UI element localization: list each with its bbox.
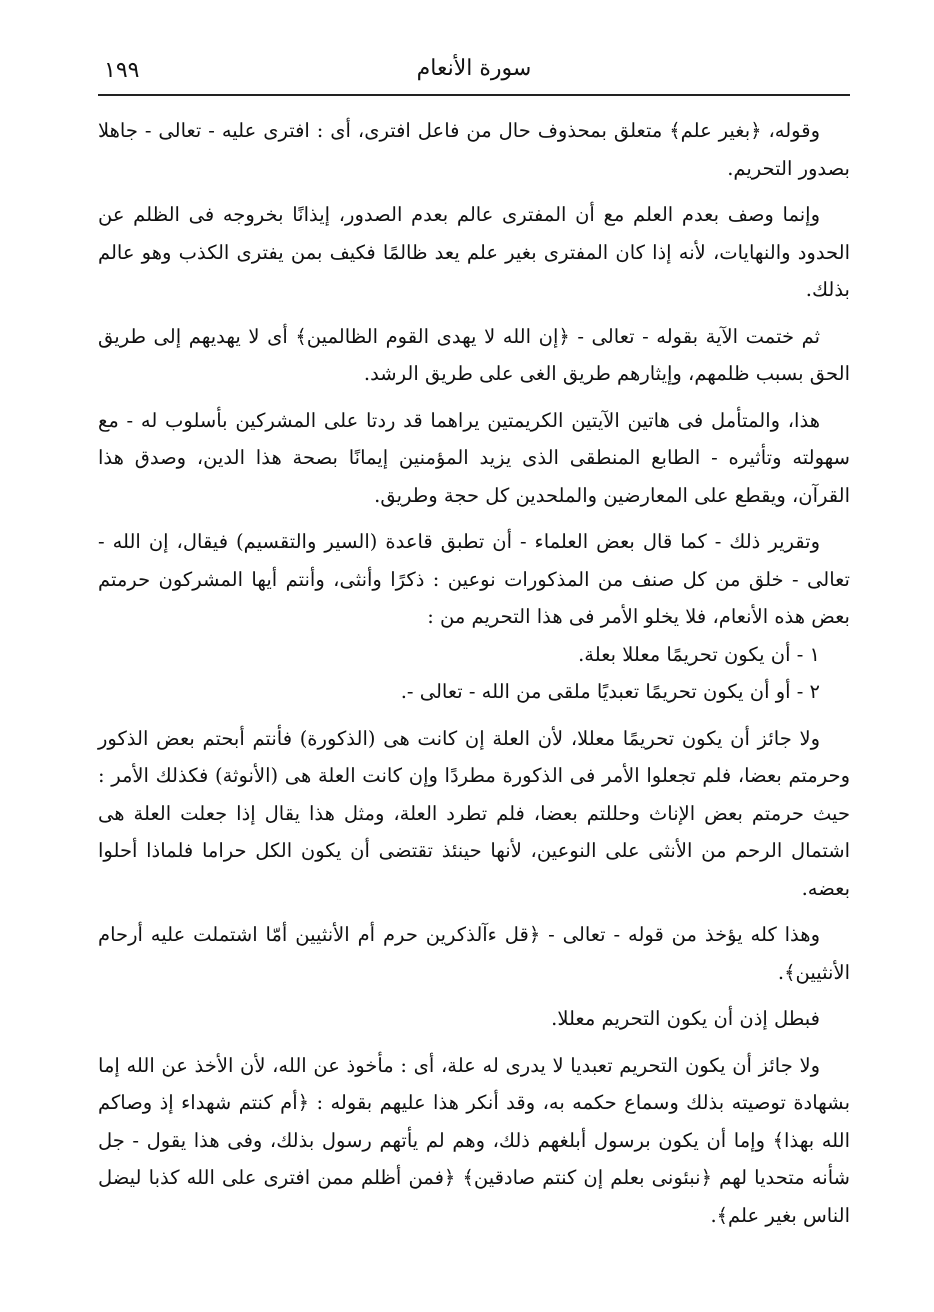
surah-title: سورة الأنعام bbox=[416, 56, 532, 81]
page-body bbox=[98, 112, 850, 1243]
list-item-2: ٢ - أو أن يكون تحريمًا تعبديًا ملقى من الله - تعالى -. bbox=[400, 680, 820, 703]
paragraph-6: ولا جائز أن يكون تحريمًا معللا، لأن العلة إن كانت هى (الذكورة) فأنتم أبحتم بعض الذكور وحرمتم بعضا، فلم تجعلوا الأمر فى الذكورة مطردًا وإن كانت العلة هى (الأنوثة) فكذلك الأمر : حيث حرمتم بعض الإناث وحللتم بعضا، فلم تطرد العلة، ومثل هذا يقال إذا جعلت العلة هى اشتمال الرحم من الأنثى على النوعين، لأنها حينئذ تقتضى أن يكون الكل حراما فلماذا أحلوا بعضه. bbox=[98, 726, 850, 900]
page-header bbox=[98, 50, 850, 96]
page-number: ١٩٩ bbox=[104, 58, 140, 83]
paragraph-7: وهذا كله يؤخذ من قوله - تعالى - ﴿قل ءآلذكرين حرم أم الأنثيين أمّا اشتملت عليه أرحام الأنثيين﴾. bbox=[98, 923, 850, 984]
paragraph-1: وقوله، ﴿بغير علم﴾ متعلق بمحذوف حال من فاعل افترى، أى : افترى عليه - تعالى - جاهلا بصدور التحريم. bbox=[98, 119, 850, 180]
paragraph-9: ولا جائز أن يكون التحريم تعبديا لا يدرى له علة، أى : مأخوذ عن الله، لأن الأخذ عن الله إما بشهادة توصيته بذلك وسماع حكمه به، وقد أنكر هذا عليهم بقوله : ﴿أم كنتم شهداء إذ وصاكم الله بهذا﴾ وإما أن يكون برسول أبلغهم ذلك، وهم لم يأتهم رسول بذلك، وفى هذا يقول - جل شأنه متحديا لهم ﴿نبئونى بعلم إن كنتم صادقين﴾ ﴿فمن أظلم ممن افترى على الله كذبا ليضل الناس بغير علم﴾. bbox=[98, 1053, 850, 1227]
paragraph-3: ثم ختمت الآية بقوله - تعالى - ﴿إن الله لا يهدى القوم الظالمين﴾ أى لا يهديهم إلى طريق الحق بسبب ظلمهم، وإيثارهم طريق الغى على طريق الرشد. bbox=[98, 324, 850, 385]
list-item-1: ١ - أن يكون تحريمًا معللا بعلة. bbox=[578, 642, 820, 666]
paragraph-8: فبطل إذن أن يكون التحريم معللا. bbox=[551, 1007, 820, 1030]
paragraph-4: هذا، والمتأمل فى هاتين الآيتين الكريمتين يراهما قد ردتا على المشركين بأسلوب له - مع سهولته وتأثيره - الطابع المنطقى الذى يزيد المؤمنين إيمانًا بصحة هذا الدين، وصدق هذا القرآن، ويقطع على المعارضين والملحدين كل حجة وطريق. bbox=[98, 408, 850, 507]
paragraph-5: وتقرير ذلك - كما قال بعض العلماء - أن تطبق قاعدة (السير والتقسيم) فيقال، إن الله - تعالى - خلق من كل صنف من المذكورات نوعين : ذكرًا وأنثى، وأنتم أيها المشركون حرمتم بعض هذه الأنعام، فلا يخلو الأمر فى هذا التحريم من : bbox=[98, 530, 850, 628]
paragraph-2: وإنما وصف بعدم العلم مع أن المفترى عالم بعدم الصدور، إيذانًا بخروجه فى الظلم عن الحدود والنهايات، لأنه إذا كان المفترى بغير علم يعد ظالمًا فكيف بمن يفترى الكذب وهو عالم بذلك. bbox=[98, 203, 850, 301]
